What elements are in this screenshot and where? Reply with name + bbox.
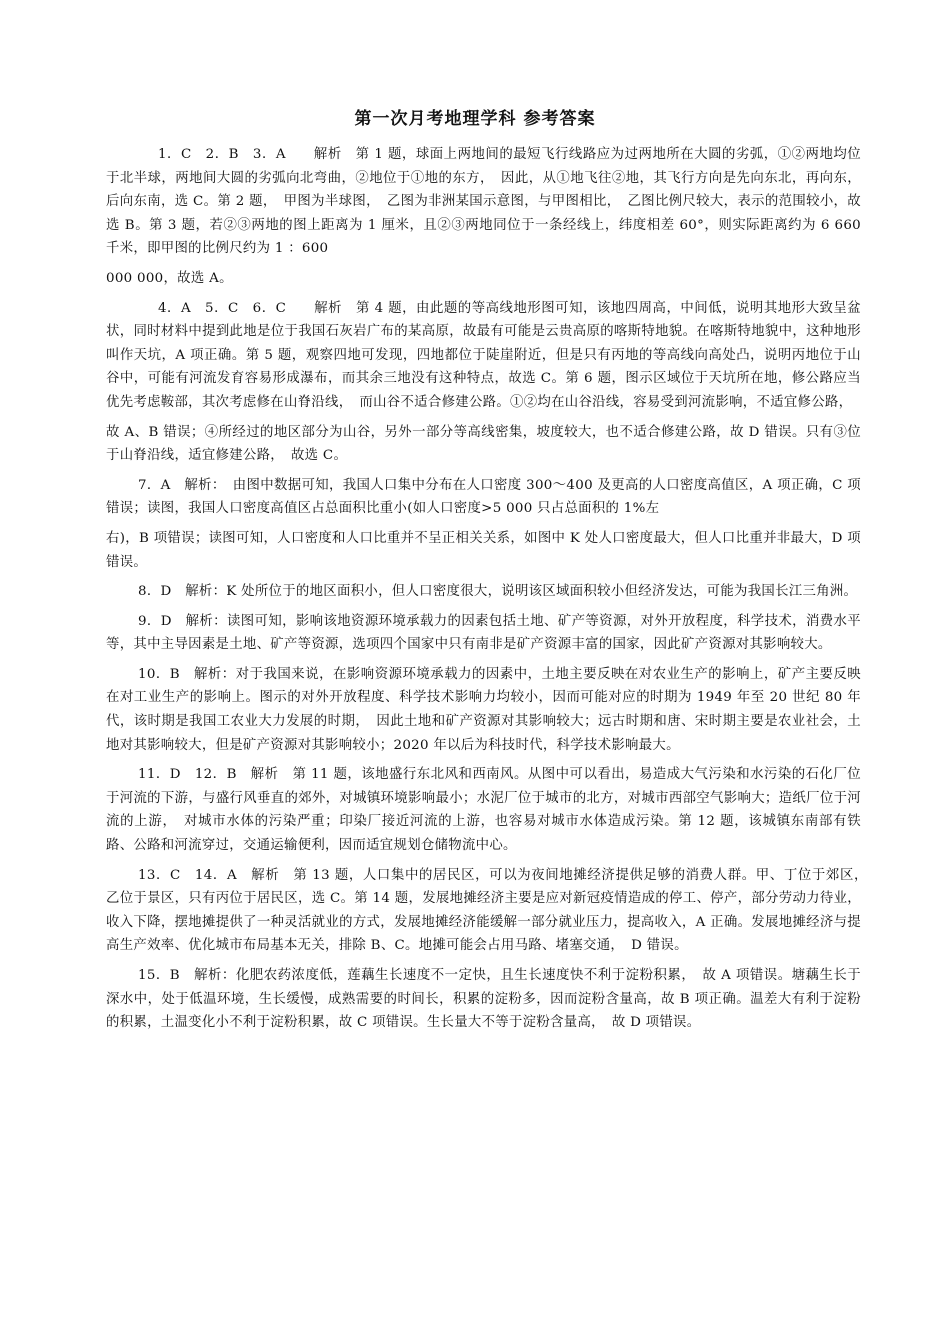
- answer-q1-3-continued: 000 000，故选 A。: [106, 270, 233, 286]
- page-title: 第一次月考地理学科 参考答案: [354, 109, 596, 129]
- answer-q4-6-continued: 故 A、B 错误；④所经过的地区部分为山谷，另外一部分等高线密集，坡度较大，也不适合修建公路，故 D 错误。只有③位于山脊沿线，适宜修建公路， 故选 C。: [106, 424, 861, 464]
- answer-q8: 8．D 解析：K 处所位于的地区面积小，但人口密度很大，说明该区域面积较小但经济发达，可能为我国长江三角洲。: [138, 584, 858, 600]
- answer-q15: 15．B 解析：化肥农药浓度低，莲藕生长速度不一定快，且生长速度快不利于淀粉积累， 故 A 项错误。塘藕生长于深水中，处于低温环境，生长缓慢，成熟需要的时间长，积累的淀粉多，因而淀粉含量高，故 B 项正确。温差大有利于淀粉的积累，土温变化小不利于淀粉积累，故 C 项错误。生长量大不等于淀粉含量高， 故 D 项错误。: [106, 968, 861, 1031]
- answer-q10: 10．B 解析：对于我国来说，在影响资源环境承载力的因素中，土地主要反映在对农业生产的影响上，矿产主要反映在对工业生产的影响上。图示的对外开放程度、科学技术影响力均较小，因而可能对应的时期为 1949 年至 20 世纪 80 年代，该时期是我国工农业大力发展的时期， 因此土地和矿产资源对其影响较大；远古时期和唐、宋时期主要是农业社会，土地对其影响较大，但是矿产资源对其影响较小；2020 年以后为科技时代，科学技术影响最大。: [106, 666, 861, 753]
- answer-q4-6: 4．A 5．C 6．C 解析 第 4 题，由此题的等高线地形图可知，该地四周高，中间低，说明其地形大致呈盆状，同时材料中提到此地是位于我国石灰岩广布的某高原，故最有可能是云贵高原的喀斯特地貌。在喀斯特地貌中，这种地形叫作天坑，A 项正确。第 5 题，观察四地可发现，四地都位于陡崖附近，但是只有丙地的等高线向高处凸，说明丙地位于山谷中，可能有河流发育容易形成瀑布，而其余三地没有这种特点，故选 C。第 6 题，图示区域位于天坑所在地，修公路应当优先考虑鞍部，其次考虑修在山脊沿线， 而山谷不适合修建公路。①②均在山谷沿线，容易受到河流影响，不适宜修公路，: [106, 300, 861, 410]
- answer-q9: 9．D 解析：读图可知，影响该地资源环境承载力的因素包括土地、矿产等资源，对外开放程度，科学技术，消费水平等，其中主导因素是土地、矿产等资源，选项四个国家中只有南非是矿产资源丰富的国家，因此矿产资源对其影响较大。: [106, 613, 861, 653]
- answer-q7: 7．A 解析： 由图中数据可知，我国人口集中分布在人口密度 300～400 及更高的人口密度高值区，A 项正确，C 项错误；读图，我国人口密度高值区占总面积比重小(如人口密度>5 000 只占总面积的 1%左: [106, 477, 861, 517]
- answer-q11-12: 11．D 12．B 解析 第 11 题，该地盛行东北风和西南风。从图中可以看出，易造成大气污染和水污染的石化厂位于河流的下游，与盛行风垂直的郊外，对城镇环境影响最小；水泥厂位于城市的北方，对城市西部空气影响大；造纸厂位于河流的上游， 对城市水体的污染严重；印染厂接近河流的上游，也容易对城市水体造成污染。第 12 题，该城镇东南部有铁路、公路和河流穿过，交通运输便利，因而适宜规划仓储物流中心。: [106, 767, 861, 854]
- answer-content: [106, 143, 875, 1035]
- answer-q7-continued: 右)，B 项错误；读图可知，人口密度和人口比重并不呈正相关关系，如图中 K 处人口密度最大，但人口比重并非最大，D 项错误。: [106, 530, 861, 570]
- answer-q13-14: 13．C 14．A 解析 第 13 题，人口集中的居民区，可以为夜间地摊经济提供足够的消费人群。甲、丁位于郊区， 乙位于景区，只有丙位于居民区，选 C。第 14 题，发展地摊经济主要是应对新冠疫情造成的停工、停产，部分劳动力待业，收入下降，摆地摊提供了一种灵活就业的方式，发展地摊经济能缓解一部分就业压力，提高收入，A 正确。发展地摊经济与提高生产效率、优化城市布局基本无关，排除 B、C。地摊可能会占用马路、堵塞交通， D 错误。: [106, 867, 875, 954]
- answer-q1-3: 1．C 2．B 3．A 解析 第 1 题，球面上两地间的最短飞行线路应为过两地所在大圆的劣弧，①②两地均位于北半球，两地间大圆的劣弧向北弯曲，②地位于①地的东方， 因此，从①地飞往②地，其飞行方向是先向东北，再向东，后向东南，选 C。第 2 题， 甲图为半球图， 乙图为非洲某国示意图，与甲图相比， 乙图比例尺较大，表示的范围较小，故选 B。第 3 题，若②③两地的图上距离为 1 厘米，且②③两地同位于一条经线上，纬度相差 60°，则实际距离约为 6 660 千米，即甲图的比例尺约为 1 ：600: [106, 147, 861, 257]
